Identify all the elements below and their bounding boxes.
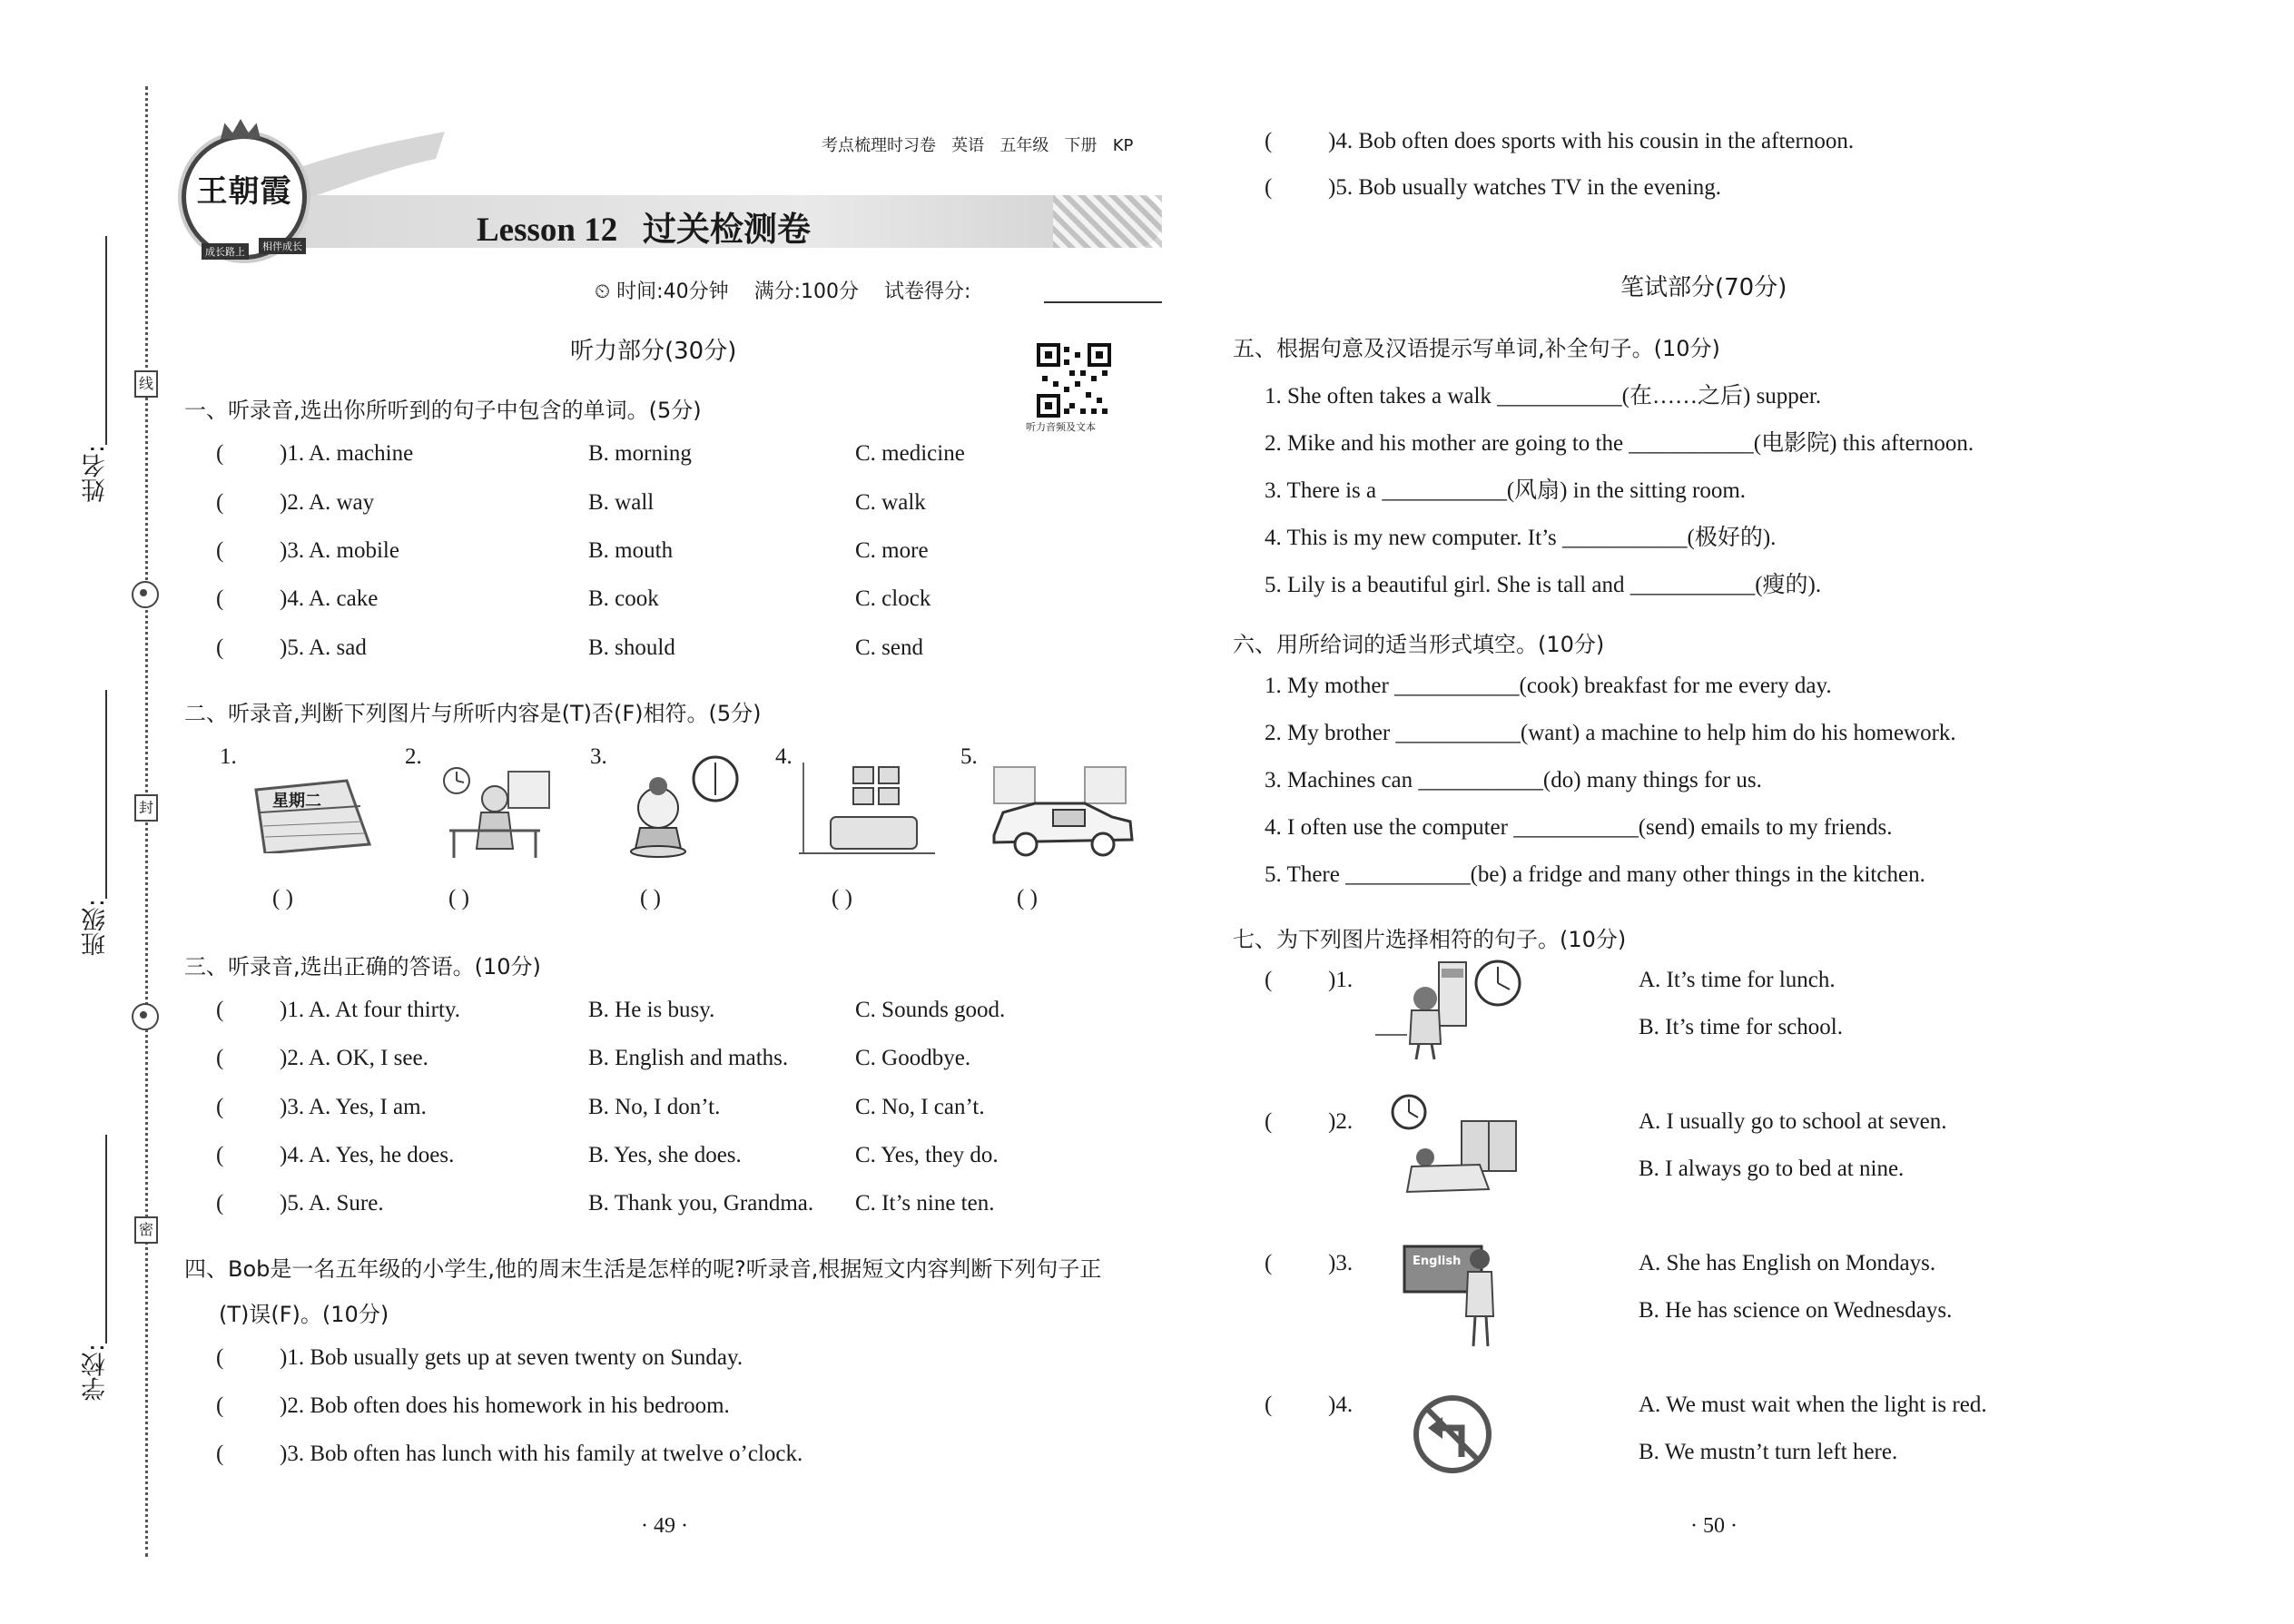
list-item: ( )1. A. machine: [216, 441, 414, 466]
list-item: ( )2. Bob often does his homework in his bedroom.: [216, 1393, 730, 1418]
option-b: B. English and maths.: [588, 1046, 789, 1070]
list-item: ( )4. Bob often does sports with his cousin in the afternoon.: [1265, 129, 1855, 153]
page-number-left: · 49 ·: [641, 1514, 688, 1538]
list-item: ( )3.: [1265, 1251, 1354, 1275]
picture-number: 4.: [775, 744, 793, 769]
fill-sentence[interactable]: 5. There ___________(be) a fridge and many other things in the kitchen.: [1265, 862, 1925, 887]
girl-eating-picture: [613, 753, 740, 862]
exam-info: ⏲ 时间:40分钟 满分:100分 试卷得分:: [595, 281, 971, 303]
logo-tag-right: 相伴成长: [259, 238, 306, 254]
list-item: ( )4.: [1265, 1393, 1354, 1417]
list-item: ( )5. A. Sure.: [216, 1191, 384, 1216]
qr-code-icon: [1037, 343, 1111, 418]
list-item: ( )5. Bob usually watches TV in the evening.: [1265, 175, 1722, 200]
logo-tag-left: 成长路上: [202, 243, 249, 260]
binding-knot-icon: [132, 581, 159, 608]
option-b: B. We mustn’t turn left here.: [1639, 1440, 1898, 1464]
section-2-heading: 二、听录音,判断下列图片与所听内容是(T)否(F)相符。(5分): [184, 701, 762, 726]
list-item: ( )4. A. cake: [216, 586, 379, 611]
option-b: B. I always go to bed at nine.: [1639, 1156, 1905, 1181]
board-text: English: [1413, 1255, 1462, 1268]
list-item: ( )1.: [1265, 968, 1354, 992]
option-b: B. mouth: [588, 538, 674, 563]
answer-blank[interactable]: ( ): [448, 886, 469, 910]
fill-sentence[interactable]: 1. She often takes a walk ___________(在……之后) supper.: [1265, 384, 1822, 408]
name-underline: [105, 236, 107, 445]
fill-sentence[interactable]: 5. Lily is a beautiful girl. She is tall and ___________(瘦的).: [1265, 573, 1822, 597]
option-a: A. We must wait when the light is red.: [1639, 1393, 1987, 1417]
list-item: ( )3. A. Yes, I am.: [216, 1095, 427, 1119]
school-underline: [105, 1135, 107, 1343]
living-room-picture: [799, 763, 935, 862]
car-picture: [985, 763, 1139, 862]
option-c: C. No, I can’t.: [855, 1095, 985, 1119]
option-c: C. send: [855, 635, 923, 660]
list-item: ( )3. Bob often has lunch with his family at twelve o’clock.: [216, 1442, 803, 1466]
school-label: 学校:: [82, 1343, 110, 1402]
writing-part-title: 笔试部分(70分): [1620, 274, 1787, 301]
list-item: ( )5. A. sad: [216, 635, 367, 660]
seal-mark-secret: 密: [134, 1216, 158, 1244]
answer-blank[interactable]: ( ): [640, 886, 661, 910]
option-a: A. She has English on Mondays.: [1639, 1251, 1936, 1275]
picture-number: 5.: [960, 744, 978, 769]
calendar-picture: [247, 772, 374, 853]
class-underline: [105, 690, 107, 899]
answer-blank[interactable]: ( ): [1017, 886, 1038, 910]
calendar-text: 星期二: [272, 792, 321, 811]
page-number-right: · 50 ·: [1690, 1514, 1738, 1538]
seal-mark-line: 线: [134, 370, 158, 398]
option-b: B. cook: [588, 586, 659, 611]
list-item: ( )3. A. mobile: [216, 538, 399, 563]
fill-sentence[interactable]: 2. Mike and his mother are going to the ___________(电影院) this afternoon.: [1265, 431, 1974, 456]
option-b: B. morning: [588, 441, 692, 466]
section-6-heading: 六、用所给词的适当形式填空。(10分): [1233, 632, 1605, 657]
section-4-heading: 四、Bob是一名五年级的小学生,他的周末生活是怎样的呢?听录音,根据短文内容判断下列句子正: [184, 1256, 1102, 1282]
clock-icon: ⏲: [595, 281, 611, 303]
option-b: B. wall: [588, 490, 655, 515]
answer-blank[interactable]: ( ): [832, 886, 852, 910]
option-b: B. It’s time for school.: [1639, 1015, 1843, 1039]
picture-number: 3.: [590, 744, 607, 769]
list-item: ( )2.: [1265, 1109, 1354, 1134]
section-1-heading: 一、听录音,选出你所听到的句子中包含的单词。(5分): [184, 398, 702, 423]
answer-blank[interactable]: ( ): [272, 886, 293, 910]
child-bed-picture: [1389, 1094, 1525, 1203]
list-item: ( )1. Bob usually gets up at seven twenty on Sunday.: [216, 1345, 743, 1370]
binding-knot-icon: [132, 1003, 159, 1030]
fill-sentence[interactable]: 4. This is my new computer. It’s ___________(极好的).: [1265, 526, 1777, 550]
option-b: B. He is busy.: [588, 998, 715, 1022]
option-a: A. It’s time for lunch.: [1639, 968, 1836, 992]
option-b: B. No, I don’t.: [588, 1095, 721, 1119]
option-c: C. medicine: [855, 441, 965, 466]
boy-clock-picture: [431, 763, 558, 862]
binding-dotted-line: [145, 86, 148, 1557]
series-label: 考点梳理时习卷 英语 五年级 下册 KP: [822, 136, 1134, 155]
section-4-heading-cont: (T)误(F)。(10分): [219, 1302, 389, 1327]
option-b: B. He has science on Wednesdays.: [1639, 1298, 1953, 1323]
fill-sentence[interactable]: 4. I often use the computer ___________(send) emails to my friends.: [1265, 815, 1893, 840]
option-c: C. more: [855, 538, 929, 563]
list-item: ( )2. A. OK, I see.: [216, 1046, 428, 1070]
section-3-heading: 三、听录音,选出正确的答语。(10分): [184, 954, 541, 979]
title-banner-pattern: [1053, 195, 1162, 248]
option-c: C. It’s nine ten.: [855, 1191, 995, 1216]
option-b: B. Thank you, Grandma.: [588, 1191, 814, 1216]
lesson-title: Lesson 12 过关检测卷: [477, 210, 811, 249]
list-item: ( )2. A. way: [216, 490, 375, 515]
option-a: A. I usually go to school at seven.: [1639, 1109, 1947, 1134]
logo-text: 王朝霞: [196, 173, 292, 210]
name-label: 姓名:: [82, 445, 110, 503]
option-c: C. Sounds good.: [855, 998, 1006, 1022]
option-c: C. Goodbye.: [855, 1046, 971, 1070]
no-left-turn-sign-icon: [1412, 1393, 1493, 1475]
section-5-heading: 五、根据句意及汉语提示写单词,补全句子。(10分): [1233, 336, 1720, 361]
girl-door-clock-picture: [1375, 958, 1525, 1062]
fill-sentence[interactable]: 3. There is a ___________(风扇) in the sitting room.: [1265, 478, 1747, 503]
qr-caption: 听力音频及文本: [1026, 421, 1096, 433]
option-c: C. clock: [855, 586, 931, 611]
listening-part-title: 听力部分(30分): [570, 338, 737, 365]
list-item: ( )1. A. At four thirty.: [216, 998, 461, 1022]
list-item: ( )4. A. Yes, he does.: [216, 1143, 455, 1167]
picture-number: 1.: [220, 744, 237, 769]
option-b: B. should: [588, 635, 675, 660]
fill-sentence[interactable]: 2. My brother ___________(want) a machine to help him do his homework.: [1265, 721, 1956, 745]
option-b: B. Yes, she does.: [588, 1143, 742, 1167]
score-underline: [1044, 301, 1162, 303]
picture-number: 2.: [405, 744, 422, 769]
seal-mark-seal: 封: [134, 794, 158, 822]
fill-sentence[interactable]: 3. Machines can ___________(do) many things for us.: [1265, 768, 1762, 792]
section-7-heading: 七、为下列图片选择相符的句子。(10分): [1233, 927, 1627, 952]
option-c: C. walk: [855, 490, 926, 515]
fill-sentence[interactable]: 1. My mother ___________(cook) breakfast for me every day.: [1265, 674, 1832, 698]
class-label: 班级:: [82, 899, 110, 957]
option-c: C. Yes, they do.: [855, 1143, 999, 1167]
